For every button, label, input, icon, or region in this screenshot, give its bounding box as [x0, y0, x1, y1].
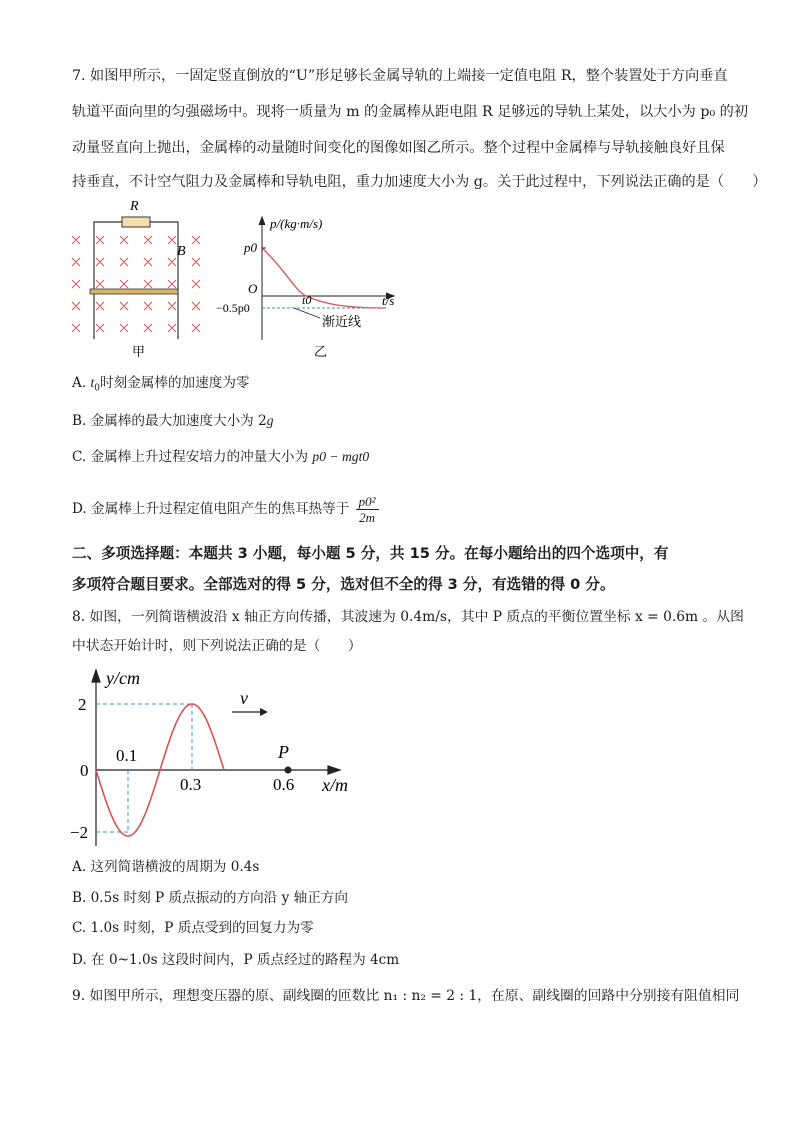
y-tick-neg2: −2 [70, 823, 89, 842]
wave-xlabel: x/m [322, 775, 348, 795]
velocity-label: v [240, 688, 248, 708]
x-tick-0-3: 0.3 [180, 775, 202, 794]
label-b: B [177, 244, 186, 259]
section-2-heading-line-2: 多项符合题目要求。全部选对的得 5 分，选对但不全的得 3 分，有选错的得 0 分。 [72, 576, 615, 593]
section-2-heading-line-1: 二、多项选择题：本题共 3 小题，每小题 5 分，共 15 分。在每小题给出的四个选项中，有 [72, 545, 669, 562]
yi-ylabel: p/(kg·m/s) [270, 216, 323, 231]
q7-line-2: 轨道平面向里的匀强磁场中。现将一质量为 m 的金属棒从距电阻 R 足够远的导轨上某处，以大小为 p₀ 的初 [72, 104, 749, 120]
wave-ylabel: y/cm [106, 668, 140, 688]
q8-line-1: 8. 如图，一列简谐横波沿 x 轴正方向传播，其波速为 0.4m/s，其中 P 质点的平衡位置坐标 x = 0.6m 。从图 [72, 609, 744, 625]
q8-option-c[interactable]: C. 1.0s 时刻，P 质点受到的回复力为零 [72, 920, 314, 936]
joule-heat-fraction: $\frac{\text{p0²}}{2m}$ [356, 494, 379, 525]
yi-origin: O [248, 281, 258, 296]
yi-asymptote-label: 渐近线 [322, 314, 362, 329]
velocity-arrowhead [260, 708, 268, 716]
x-tick-0-6: 0.6 [273, 775, 295, 794]
q9-line-1: 9. 如图甲所示，理想变压器的原、副线圈的匝数比 n₁ : n₂ = 2 : 1，在原、副线圈的回路中分别接有阻值相同 [72, 988, 740, 1004]
q7-option-a[interactable]: A. $t_0$时刻金属棒的加速度为零 [72, 375, 250, 394]
yi-t0: t0 [302, 293, 312, 307]
q8-line-2: 中状态开始计时，则下列说法正确的是（ ） [72, 638, 362, 654]
q7-line-3: 动量竖直向上抛出，金属棒的动量随时间变化的图像如图乙所示。整个过程中金属棒与导轨接触良好且保 [72, 140, 725, 156]
q7-option-c[interactable]: C. 金属棒上升过程安培力的冲量大小为 p0 − mgt0 [72, 449, 370, 465]
metal-rod [90, 289, 178, 294]
caption-yi: 乙 [314, 344, 328, 359]
figure-yi [214, 208, 414, 368]
figure-jia [66, 194, 206, 364]
x-tick-0-1: 0.1 [116, 746, 138, 765]
point-p-label: P [278, 742, 289, 762]
y-tick-0: 0 [80, 761, 89, 780]
y-tick-2: 2 [78, 695, 87, 714]
yi-xlabel: t/s [382, 293, 395, 308]
q8-option-d[interactable]: D. 在 0~1.0s 这段时间内，P 质点经过的路程为 4cm [72, 952, 400, 968]
q7-option-d[interactable]: D. 金属棒上升过程定值电阻产生的焦耳热等于 $\frac{\text{p0²}}{2m}$ [72, 494, 379, 525]
q7-line-1: 7. 如图甲所示，一固定竖直倒放的“U”形足够长金属导轨的上端接一定值电阻 R，整个装置处于方向垂直 [72, 68, 728, 84]
point-p [285, 767, 292, 774]
q8-option-b[interactable]: B. 0.5s 时刻 P 质点振动的方向沿 y 轴正方向 [72, 890, 348, 906]
label-r: R [130, 199, 139, 214]
q7-line-4: 持垂直，不计空气阻力及金属棒和导轨电阻，重力加速度大小为 g。关于此过程中，下列说法正确的是（ ） [72, 174, 767, 190]
yi-neg-half-p0: −0.5p0 [216, 301, 250, 315]
q8-option-a[interactable]: A. 这列简谐横波的周期为 0.4s [72, 859, 260, 875]
momentum-curve [262, 248, 386, 308]
q7-option-b[interactable]: B. 金属棒的最大加速度大小为 2g [72, 413, 274, 429]
yi-p0: p0 [244, 240, 257, 255]
resistor-r [122, 217, 150, 227]
u-rail [94, 222, 178, 339]
caption-jia: 甲 [132, 344, 146, 359]
wave-graph [66, 660, 366, 850]
asymptote-pointer [294, 308, 320, 318]
